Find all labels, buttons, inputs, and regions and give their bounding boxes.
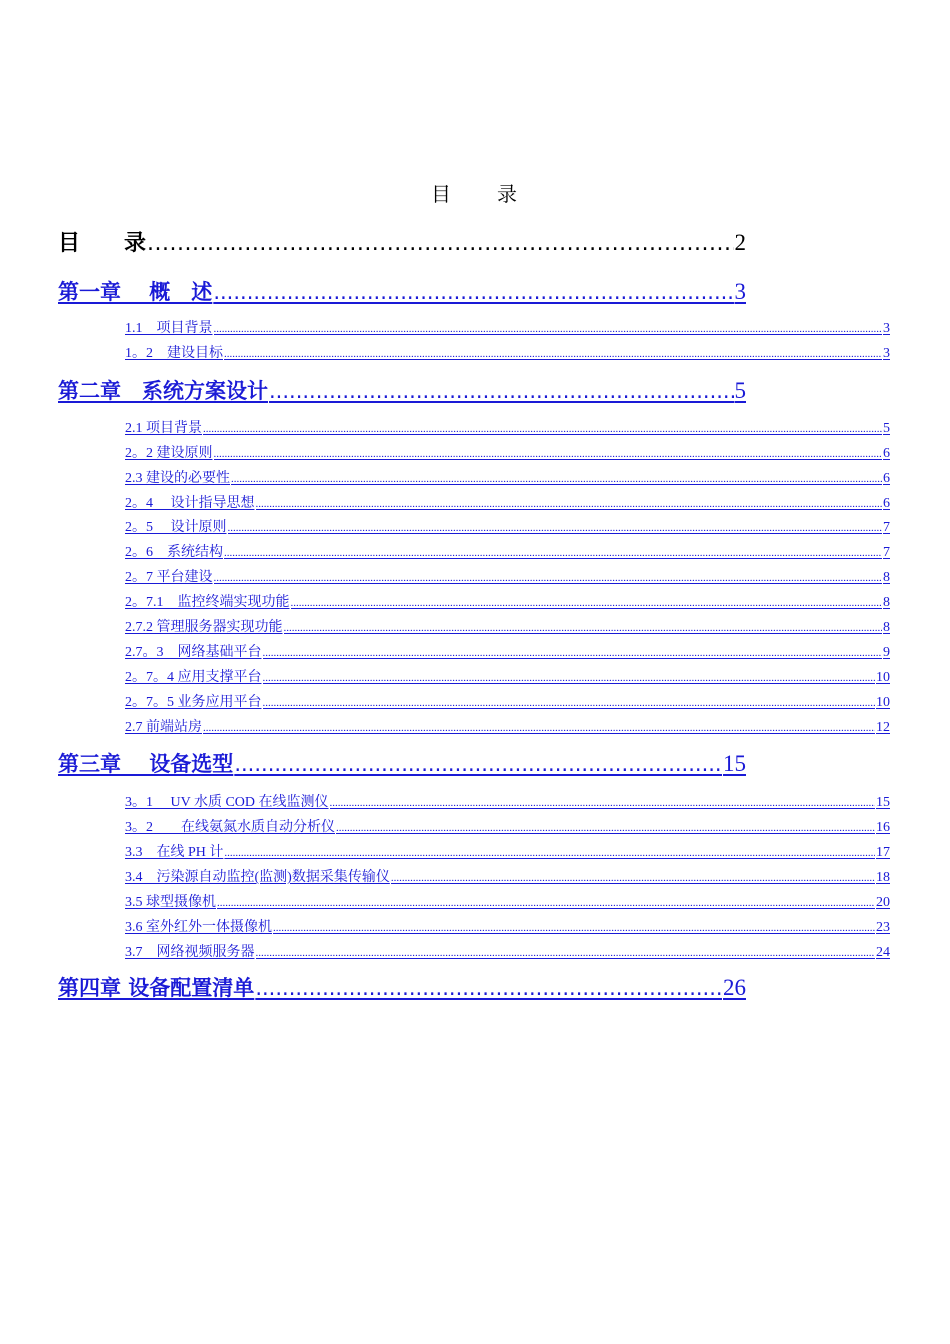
section-page: 8 — [883, 570, 890, 585]
section-page: 6 — [883, 496, 890, 511]
chapter-page: 3 — [734, 279, 746, 304]
toc-section-2-7-1[interactable] — [125, 591, 890, 609]
chapter-label: 第三章 设备选型 — [58, 752, 234, 776]
section-label: 2.7 前端站房 — [125, 720, 202, 735]
section-label: 3。2 在线氨氮水质自动分析仪 — [125, 820, 335, 835]
section-label: 2.7。3 网络基础平台 — [125, 645, 262, 660]
section-page: 5 — [883, 421, 890, 436]
toc-chapter-2[interactable] — [58, 375, 746, 403]
leader-dots — [214, 448, 883, 460]
section-label: 3.7 网络视频服务器 — [125, 945, 255, 960]
section-page: 23 — [876, 920, 890, 935]
section-page: 15 — [876, 795, 890, 810]
chapter-page: 26 — [723, 975, 746, 1000]
toc-section-1-2[interactable] — [125, 342, 890, 360]
leader-dots — [330, 797, 875, 809]
toc-section-3-7[interactable] — [125, 941, 890, 959]
section-label: 2。4 设计指导思想 — [125, 496, 255, 511]
section-label: 2。5 设计原则 — [125, 520, 227, 535]
toc-section-3-4[interactable] — [125, 866, 890, 884]
section-page: 3 — [883, 321, 890, 336]
leader-dots — [269, 379, 734, 403]
section-label: 1。2 建设目标 — [125, 346, 223, 361]
leader-dots — [228, 522, 883, 534]
section-page: 10 — [876, 695, 890, 710]
chapter-label: 第四章 设备配置清单 — [58, 976, 255, 1000]
chapter-label: 第一章 概 述 — [58, 280, 213, 304]
section-page: 10 — [876, 670, 890, 685]
section-page: 8 — [883, 620, 890, 635]
section-page: 3 — [883, 346, 890, 361]
section-label: 3。1 UV 水质 COD 在线监测仪 — [125, 795, 329, 810]
leader-dots — [391, 872, 875, 884]
section-label: 2。7.1 监控终端实现功能 — [125, 595, 290, 610]
leader-dots — [231, 473, 882, 485]
section-page: 18 — [876, 870, 890, 885]
toc-section-2-7-2[interactable] — [125, 616, 890, 634]
toc-section-2-7[interactable] — [125, 566, 890, 584]
leader-dots — [255, 976, 722, 1000]
section-label: 1.1 项目背景 — [125, 321, 213, 336]
leader-dots — [147, 231, 733, 256]
leader-dots — [213, 280, 733, 304]
chapter-label: 第二章 系统方案设计 — [58, 379, 268, 403]
chapter-page: 15 — [723, 751, 746, 776]
section-page: 6 — [883, 446, 890, 461]
section-label: 2.3 建设的必要性 — [125, 471, 230, 486]
leader-dots — [256, 947, 876, 959]
section-label: 3.3 在线 PH 计 — [125, 845, 224, 860]
toc-title-label: 目 录 — [58, 231, 147, 256]
section-label: 3.4 污染源自动监控(监测)数据采集传输仪 — [125, 870, 390, 885]
section-page: 12 — [876, 720, 890, 735]
section-page: 6 — [883, 471, 890, 486]
toc-section-2-7-4[interactable] — [125, 666, 890, 684]
section-label: 2。7。4 应用支撑平台 — [125, 670, 262, 685]
section-label: 2.1 项目背景 — [125, 421, 202, 436]
leader-dots — [263, 697, 876, 709]
toc-section-2-1[interactable] — [125, 417, 890, 435]
leader-dots — [273, 922, 875, 934]
toc-section-2-6[interactable] — [125, 541, 890, 559]
toc-section-3-6[interactable] — [125, 916, 890, 934]
section-page: 24 — [876, 945, 890, 960]
page-title: 目 录 — [431, 182, 519, 206]
toc-section-3-1[interactable] — [125, 791, 890, 809]
section-page: 7 — [883, 520, 890, 535]
section-page: 9 — [883, 645, 890, 660]
toc-section-2-7-front[interactable] — [125, 716, 890, 734]
section-page: 7 — [883, 545, 890, 560]
toc-section-3-5[interactable] — [125, 891, 890, 909]
toc-section-2-3[interactable] — [125, 467, 890, 485]
leader-dots — [224, 547, 882, 559]
toc-section-2-4[interactable] — [125, 492, 890, 510]
section-page: 17 — [876, 845, 890, 860]
toc-chapter-3[interactable] — [58, 748, 746, 776]
toc-section-2-7-3[interactable] — [125, 641, 890, 659]
chapter-page: 5 — [734, 378, 746, 403]
section-label: 2。7 平台建设 — [125, 570, 213, 585]
section-label: 2。2 建设原则 — [125, 446, 213, 461]
toc-chapter-1[interactable] — [58, 276, 746, 304]
leader-dots — [263, 647, 883, 659]
toc-section-3-3[interactable] — [125, 841, 890, 859]
toc-section-2-7-5[interactable] — [125, 691, 890, 709]
section-label: 2。6 系统结构 — [125, 545, 223, 560]
leader-dots — [291, 597, 883, 609]
section-label: 3.5 球型摄像机 — [125, 895, 216, 910]
leader-dots — [336, 822, 875, 834]
toc-section-3-2[interactable] — [125, 816, 890, 834]
toc-section-1-1[interactable] — [125, 317, 890, 335]
section-page: 16 — [876, 820, 890, 835]
toc-chapter-4[interactable] — [58, 972, 746, 1000]
section-page: 20 — [876, 895, 890, 910]
leader-dots — [256, 498, 883, 510]
section-label: 2。7。5 业务应用平台 — [125, 695, 262, 710]
toc-section-2-2[interactable] — [125, 442, 890, 460]
toc-title-page: 2 — [734, 230, 746, 255]
leader-dots — [203, 423, 882, 435]
leader-dots — [214, 323, 883, 335]
leader-dots — [224, 847, 875, 859]
leader-dots — [234, 752, 722, 776]
section-label: 2.7.2 管理服务器实现功能 — [125, 620, 283, 635]
leader-dots — [203, 722, 875, 734]
leader-dots — [263, 672, 876, 684]
section-page: 8 — [883, 595, 890, 610]
leader-dots — [217, 897, 875, 909]
leader-dots — [214, 572, 883, 584]
toc-section-2-5[interactable] — [125, 516, 890, 534]
leader-dots — [284, 622, 883, 634]
leader-dots — [224, 348, 882, 360]
toc-title-entry[interactable] — [58, 226, 746, 254]
section-label: 3.6 室外红外一体摄像机 — [125, 920, 272, 935]
